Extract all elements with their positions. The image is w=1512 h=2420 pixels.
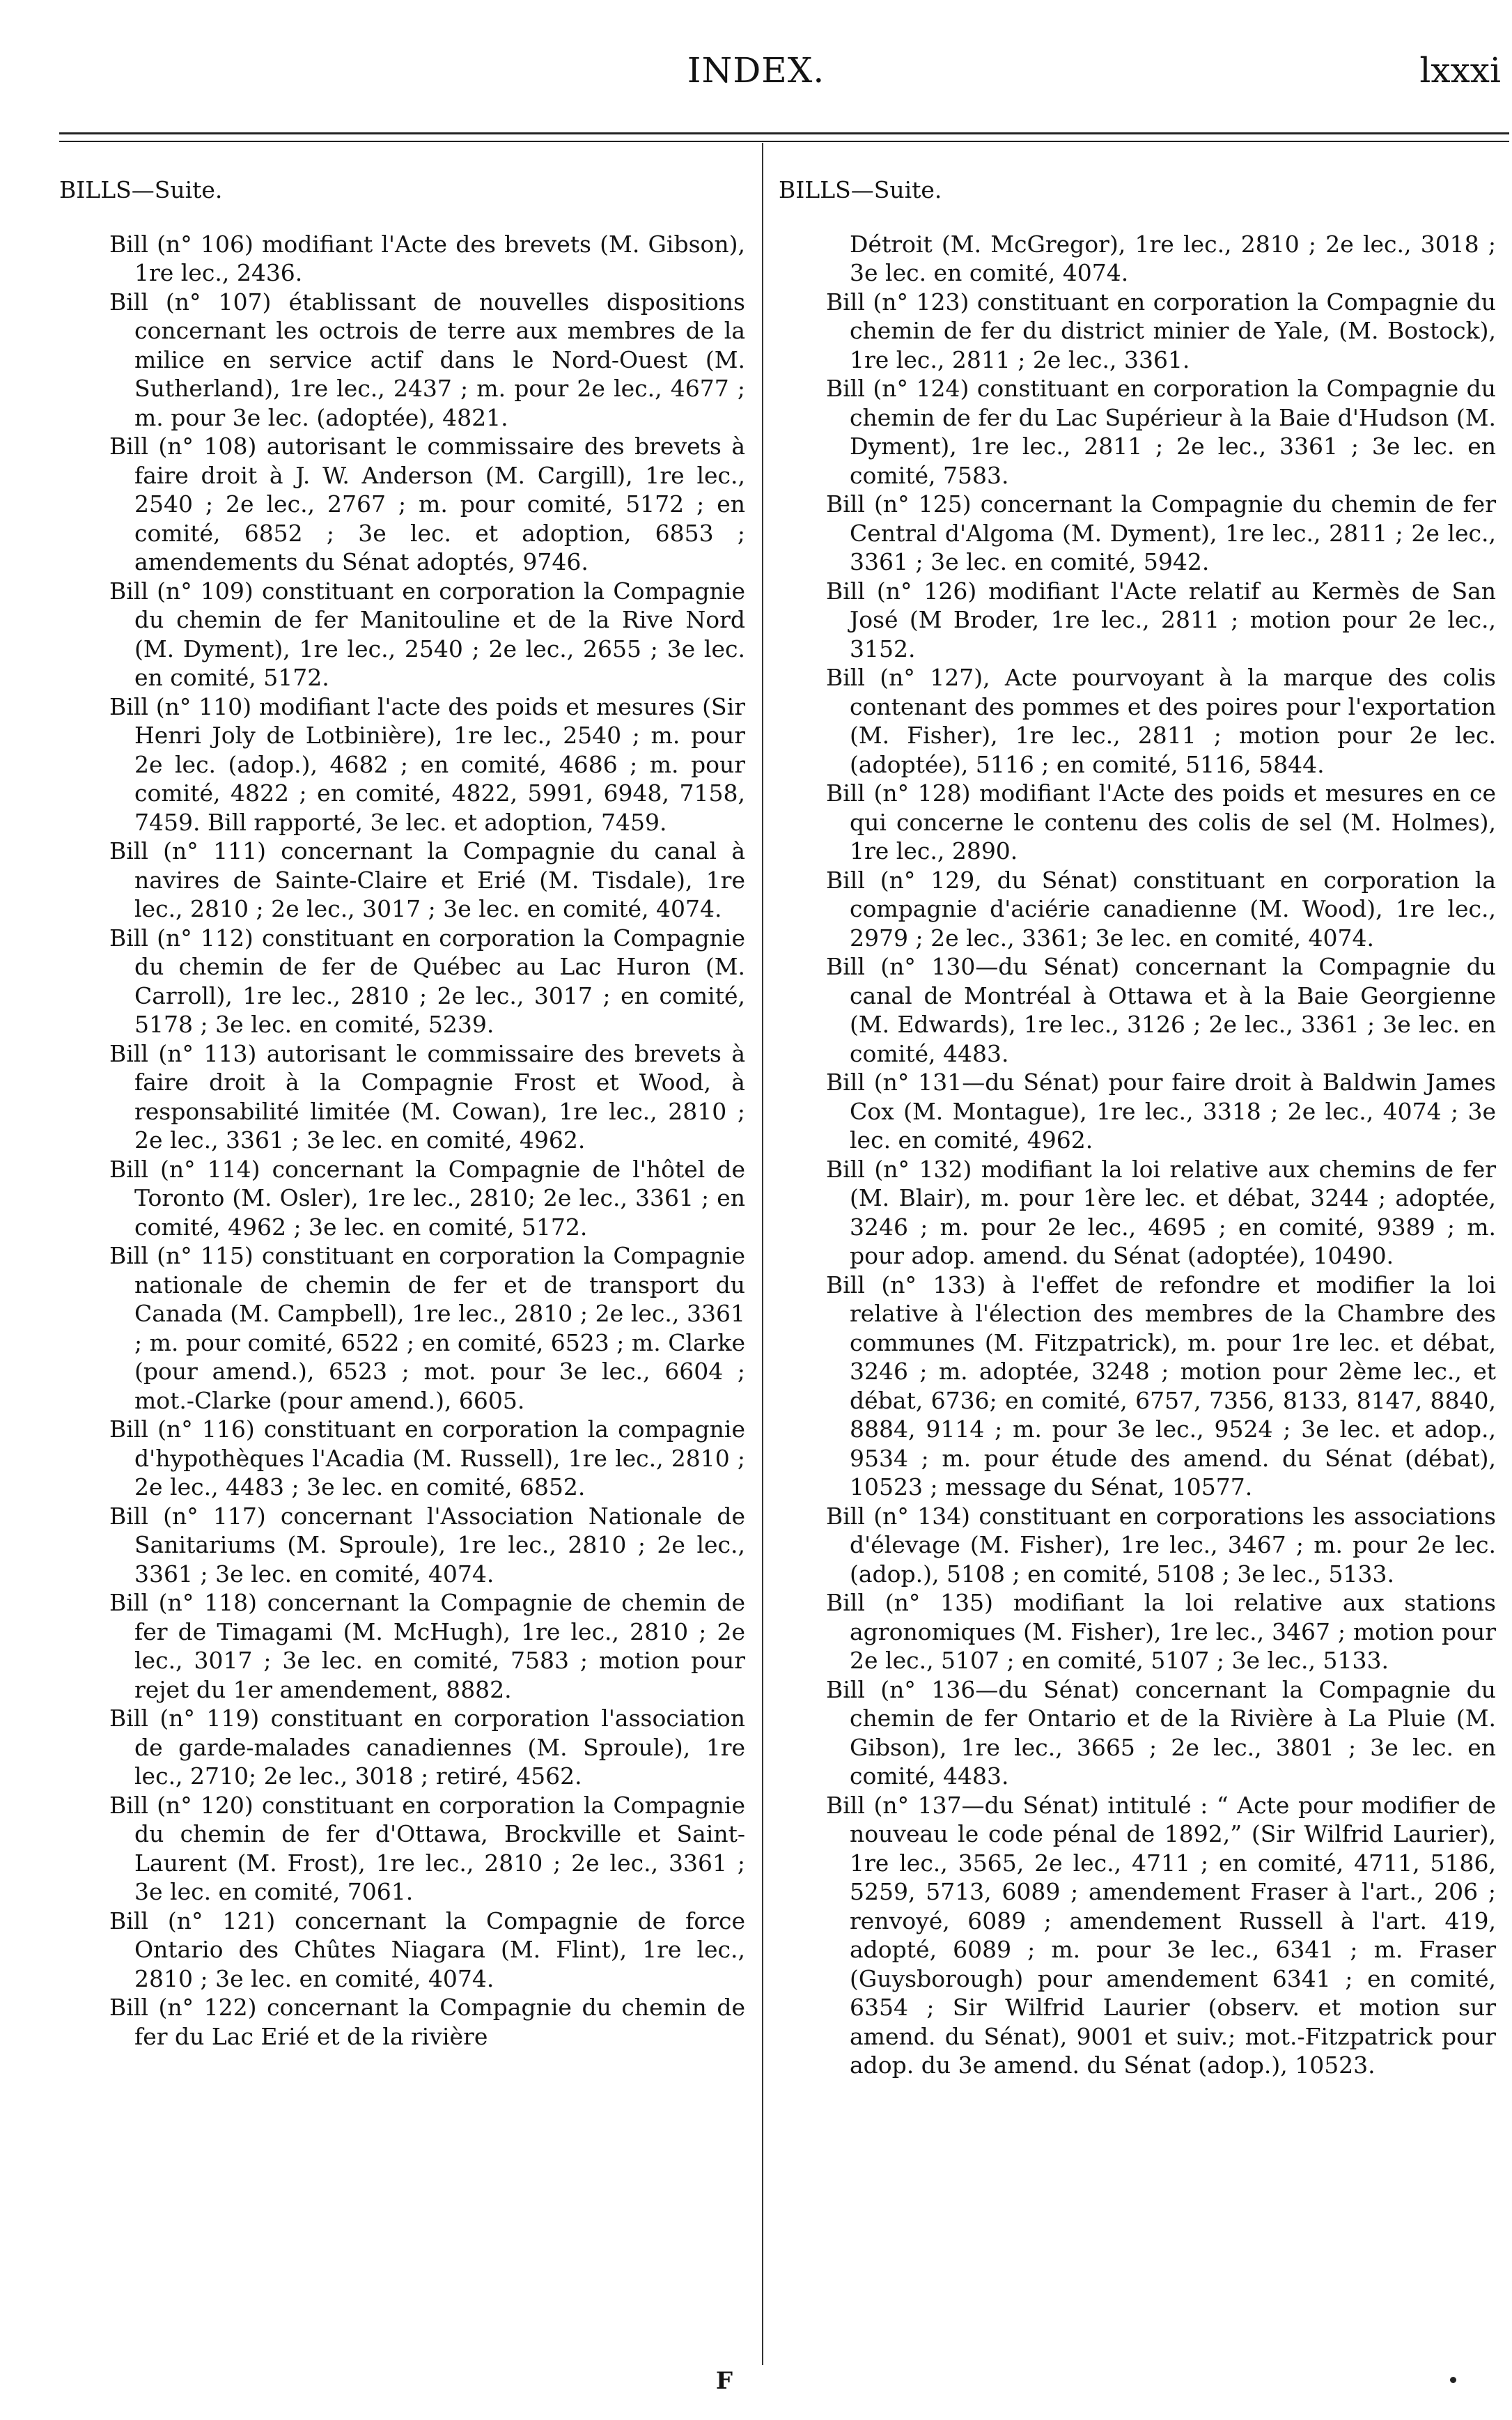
index-entry: Bill (n° 130—du Sénat) concernant la Compagnie du canal de Montréal à Ottawa et à la Baie Georgienne (M. Edwards), 1re lec., 3126 ; 2e lec., 3361 ; 3e lec. en comité, 4483. (826, 953, 1496, 1067)
index-entry: Bill (n° 110) modifiant l'acte des poids et mesures (Sir Henri Joly de Lotbinière), 1re lec., 2540 ; m. pour 2e lec. (adop.), 4682 ; en comité, 4686 ; m. pour comité, 4822 ; en comité, 4822, 5991, 6948, 7158, 7459. Bill rapporté, 3e lec. et adoption, 7459. (109, 692, 745, 836)
header-rule-thick (59, 132, 1509, 134)
index-entry: Bill (n° 129, du Sénat) constituant en corporation la compagnie d'aciérie canadienne (M. Wood), 1re lec., 2979 ; 2e lec., 3361; 3e lec. en comité, 4074. (826, 866, 1496, 952)
signature-mark: F (715, 2367, 733, 2395)
index-entry: Bill (n° 115) constituant en corporation la Compagnie nationale de chemin de fer et de transport du Canada (M. Campbell), 1re lec., 2810 ; 2e lec., 3361 ; m. pour comité, 6522 ; en comité, 6523 ; m. Clarke (pour amend.), 6523 ; mot. pour 3e lec., 6604 ; mot.-Clarke (pour amend.), 6605. (109, 1242, 745, 1414)
index-entry: Bill (n° 106) modifiant l'Acte des brevets (M. Gibson), 1re lec., 2436. (109, 230, 745, 286)
index-entry: Bill (n° 111) concernant la Compagnie du canal à navires de Sainte-Claire et Erié (M. Tisdale), 1re lec., 2810 ; 2e lec., 3017 ; 3e lec. en comité, 4074. (109, 837, 745, 922)
right-column (779, 176, 1496, 2370)
index-entry: Bill (n° 127), Acte pourvoyant à la marque des colis contenant des pommes et des poires pour l'exportation (M. Fisher), 1re lec., 2811 ; motion pour 2e lec. (adoptée), 5116 ; en comité, 5116, 5844. (826, 664, 1496, 778)
index-entry: Bill (n° 136—du Sénat) concernant la Compagnie du chemin de fer Ontario et de la Rivière à La Pluie (M. Gibson), 1re lec., 3665 ; 2e lec., 3801 ; 3e lec. en comité, 4483. (826, 1675, 1496, 1790)
index-entry: Bill (n° 113) autorisant le commissaire des brevets à faire droit à la Compagnie Frost et Wood, à responsabilité limitée (M. Cowan), 1re lec., 2810 ; 2e lec., 3361 ; 3e lec. en comité, 4962. (109, 1039, 745, 1154)
index-entry: Bill (n° 114) concernant la Compagnie de l'hôtel de Toronto (M. Osler), 1re lec., 2810; 2e lec., 3361 ; en comité, 4962 ; 3e lec. en comité, 5172. (109, 1155, 745, 1241)
index-entry: Bill (n° 120) constituant en corporation la Compagnie du chemin de fer d'Ottawa, Brockville et Saint-Laurent (M. Frost), 1re lec., 2810 ; 2e lec., 3361 ; 3e lec. en comité, 7061. (109, 1791, 745, 1905)
index-entry: Bill (n° 112) constituant en corporation la Compagnie du chemin de fer de Québec au Lac Huron (M. Carroll), 1re lec., 2810 ; 2e lec., 3017 ; en comité, 5178 ; 3e lec. en comité, 5239. (109, 924, 745, 1038)
index-entry: Bill (n° 116) constituant en corporation la compagnie d'hypothèques l'Acadia (M. Russell), 1re lec., 2810 ; 2e lec., 4483 ; 3e lec. en comité, 6852. (109, 1415, 745, 1500)
index-entry: Bill (n° 124) constituant en corporation la Compagnie du chemin de fer du Lac Supérieur à la Baie d'Hudson (M. Dyment), 1re lec., 2811 ; 2e lec., 3361 ; 3e lec. en comité, 7583. (826, 375, 1496, 489)
index-entry: Bill (n° 118) concernant la Compagnie de chemin de fer de Timagami (M. McHugh), 1re lec., 2810 ; 2e lec., 3017 ; 3e lec. en comité, 7583 ; motion pour rejet du 1er amendement, 8882. (109, 1589, 745, 1703)
index-entry: Bill (n° 126) modifiant l'Acte relatif au Kermès de San José (M Broder, 1re lec., 2811 ; motion pour 2e lec., 3152. (826, 577, 1496, 662)
index-entry: Bill (n° 109) constituant en corporation la Compagnie du chemin de fer Manitouline et de la Rive Nord (M. Dyment), 1re lec., 2540 ; 2e lec., 2655 ; 3e lec. en comité, 5172. (109, 577, 745, 691)
index-entry: Bill (n° 117) concernant l'Association Nationale de Sanitariums (M. Sproule), 1re lec., 2810 ; 2e lec., 3361 ; 3e lec. en comité, 4074. (109, 1502, 745, 1588)
index-entry: Bill (n° 135) modifiant la loi relative aux stations agronomiques (M. Fisher), 1re lec., 3467 ; motion pour 2e lec., 5107 ; en comité, 5107 ; 3e lec., 5133. (826, 1589, 1496, 1674)
index-entry: Bill (n° 123) constituant en corporation la Compagnie du chemin de fer du district minier de Yale, (M. Bostock), 1re lec., 2811 ; 2e lec., 3361. (826, 288, 1496, 373)
header-rule-thin (59, 141, 1509, 142)
column-divider (762, 143, 763, 2365)
index-entry-continuation: Détroit (M. McGregor), 1re lec., 2810 ; 2e lec., 3018 ; 3e lec. en comité, 4074. (850, 230, 1496, 286)
index-entry: Bill (n° 125) concernant la Compagnie du chemin de fer Central d'Algoma (M. Dyment), 1re lec., 2811 ; 2e lec., 3361 ; 3e lec. en comité, 5942. (826, 490, 1496, 575)
page-title: INDEX. (687, 50, 825, 91)
bullet-dot (1450, 2377, 1456, 2383)
index-entry: Bill (n° 119) constituant en corporation l'association de garde-malades canadiennes (M. Sproule), 1re lec., 2710; 2e lec., 3018 ; retiré, 4562. (109, 1705, 745, 1790)
index-entry: Bill (n° 122) concernant la Compagnie du chemin de fer du Lac Erié et de la rivière (109, 1994, 745, 2050)
index-entry: Bill (n° 137—du Sénat) intitulé : “ Acte pour modifier de nouveau le code pénal de 1892,” (Sir Wilfrid Laurier), 1re lec., 3565, 2e lec., 4711 ; en comité, 4711, 5186, 5259, 5713, 6089 ; amendement Fraser à l'art., 206 ; renvoyé, 6089 ; amendement Russell à l'art. 419, adopté, 6089 ; m. pour 3e lec., 6341 ; m. Fraser (Guysborough) pour amendement 6341 ; en comité, 6354 ; Sir Wilfrid Laurier (observ. et motion sur amend. du Sénat), 9001 et suiv.; mot.-Fitzpatrick pour adop. du 3e amend. du Sénat (adop.), 10523. (826, 1791, 1496, 2079)
page-number: lxxxi (1419, 50, 1501, 91)
index-entry: Bill (n° 121) concernant la Compagnie de force Ontario des Chûtes Niagara (M. Flint), 1re lec., 2810 ; 3e lec. en comité, 4074. (109, 1907, 745, 1992)
index-entry: Bill (n° 131—du Sénat) pour faire droit à Baldwin James Cox (M. Montague), 1re lec., 3318 ; 2e lec., 4074 ; 3e lec. en comité, 4962. (826, 1069, 1496, 1154)
index-entry: Bill (n° 128) modifiant l'Acte des poids et mesures en ce qui concerne le contenu des colis de sel (M. Holmes), 1re lec., 2890. (826, 779, 1496, 864)
index-entry: Bill (n° 132) modifiant la loi relative aux chemins de fer (M. Blair), m. pour 1ère lec. et débat, 3244 ; adoptée, 3246 ; m. pour 2e lec., 4695 ; en comité, 9389 ; m. pour adop. amend. du Sénat (adoptée), 10490. (826, 1155, 1496, 1269)
index-entry: Bill (n° 133) à l'effet de refondre et modifier la loi relative à l'élection des membres de la Chambre des communes (M. Fitzpatrick), m. pour 1re lec. et débat, 3246 ; m. adoptée, 3248 ; motion pour 2ème lec., et débat, 6736; en comité, 6757, 7356, 8133, 8147, 8840, 8884, 9114 ; m. pour 3e lec., 9524 ; 3e lec. et adop., 9534 ; m. pour étude des amend. du Sénat (débat), 10523 ; message du Sénat, 10577. (826, 1271, 1496, 1500)
left-column (59, 176, 745, 2370)
index-entry: Bill (n° 108) autorisant le commissaire des brevets à faire droit à J. W. Anderson (M. Cargill), 1re lec., 2540 ; 2e lec., 2767 ; m. pour comité, 5172 ; en comité, 6852 ; 3e lec. et adoption, 6853 ; amendements du Sénat adoptés, 9746. (109, 433, 745, 575)
index-entry: Bill (n° 134) constituant en corporations les associations d'élevage (M. Fisher), 1re lec., 3467 ; m. pour 2e lec. (adop.), 5108 ; en comité, 5108 ; 3e lec., 5133. (826, 1502, 1496, 1588)
left-column-heading: BILLS—Suite. (59, 176, 223, 203)
index-entry: Bill (n° 107) établissant de nouvelles dispositions concernant les octrois de terre aux membres de la milice en service actif dans le Nord-Ouest (M. Sutherland), 1re lec., 2437 ; m. pour 2e lec., 4677 ; m. pour 3e lec. (adoptée), 4821. (109, 288, 745, 431)
right-column-heading: BILLS—Suite. (779, 176, 942, 203)
